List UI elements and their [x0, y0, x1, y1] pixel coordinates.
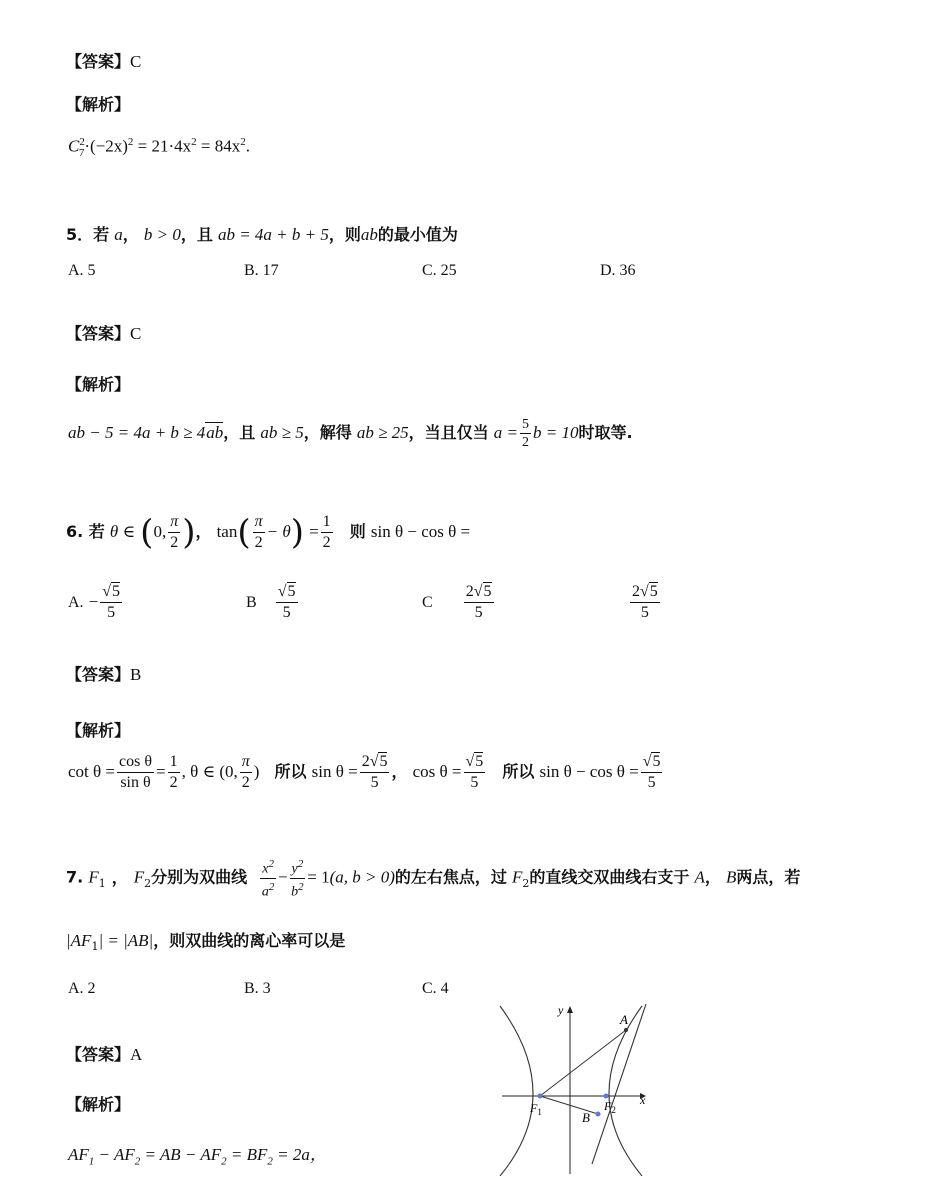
- q4-formula: $C^2_7\cdot(-2x)^2 = 21\cdot 4x^2 = 84x^2$.: [68, 136, 251, 160]
- hyperbola-figure: [494, 1000, 664, 1176]
- q6-option-b: B $\frac{√5}{5}$: [246, 583, 296, 621]
- fraction: $\frac{1}{2}$: [322, 513, 331, 551]
- focus-f2-point: [604, 1094, 609, 1099]
- fraction: $\frac{y^2}{b^2}$: [291, 858, 304, 900]
- q7-option-c: C. 4: [422, 980, 449, 997]
- fraction: $\frac{√5}{5}$: [102, 583, 121, 621]
- y-axis-arrow: [567, 1006, 573, 1013]
- focus-f1-point: [538, 1094, 543, 1099]
- q6-stem: 6. 若 θ ∈ (0, $\frac{\pi}{2}$ )， tan( $\frac{\pi}{2}$ − θ) = $\frac{1}{2}$ 则 sin θ − cos θ =: [66, 512, 471, 553]
- y-axis-label: y: [558, 1003, 564, 1017]
- q7-analysis-label: 【解析】: [66, 1095, 131, 1114]
- fraction: $\frac{√5}{5}$: [277, 583, 296, 621]
- q7-solution: $AF_1 - AF_2$ = AB − $AF_2 = BF_2 = 2a$，: [68, 1145, 327, 1168]
- answer-label: 【答案】: [66, 1045, 131, 1064]
- q4-answer-line: [66, 49, 141, 72]
- fraction: $\frac{\pi}{2}$: [170, 513, 179, 551]
- q7-stem-line1: 7. $F_1$ ， $F_2$分别为双曲线 $\frac{x^2}{a^2}$ − $\frac{y^2}{b^2}$ = 1(a, b > 0)的左右焦点，过 $F_2$的直线交双曲线右支于 A， B两点，若: [66, 858, 801, 900]
- fraction: $\frac{\text{cos θ}}{\text{sin θ}}$: [119, 753, 152, 791]
- q6-analysis-label: 【解析】: [66, 721, 131, 740]
- answer-value: B: [130, 665, 142, 684]
- q7-option-b: B. 3: [244, 980, 271, 997]
- fraction: $\frac{√5}{5}$: [465, 753, 484, 791]
- fraction: $\frac{2√5}{5}$: [465, 583, 492, 621]
- label-f1: $F_1$: [530, 1101, 542, 1117]
- hyperbola-left-branch: [500, 1006, 533, 1176]
- point-b: [596, 1112, 601, 1117]
- fraction: $\frac{x^2}{a^2}$: [261, 858, 275, 900]
- label-f2: $F_2$: [604, 1099, 616, 1115]
- q5-analysis-label: 【解析】: [66, 375, 131, 394]
- answer-value: C: [130, 52, 142, 71]
- q6-option-c: C $\frac{2√5}{5}$: [422, 583, 492, 621]
- q5-solution: ab − 5 = 4a + b ≥ 4ab，且 ab ≥ 5，解得 ab ≥ 25，当且仅当 a = $\frac{5}{2}$ b = 10时取等.: [68, 417, 633, 450]
- q7-stem-line2: $|AF_1| = |AB|$，则双曲线的离心率可以是: [66, 931, 346, 954]
- q7-option-a: A. 2: [68, 980, 96, 997]
- answer-value: C: [130, 324, 142, 343]
- fraction: $\frac{\pi}{2}$: [241, 753, 250, 791]
- q5-option-a: A. 5: [68, 262, 96, 279]
- q6-option-d: [628, 582, 662, 623]
- q5-option-b: B. 17: [244, 262, 279, 279]
- fraction: $\frac{2√5}{5}$: [632, 583, 658, 621]
- answer-label: 【答案】: [66, 52, 131, 71]
- fraction: $\frac{5}{2}$: [522, 417, 529, 450]
- point-a: [624, 1028, 628, 1032]
- q7-answer-line: [66, 1042, 142, 1065]
- q4-analysis-label: 【解析】: [66, 95, 131, 114]
- q6-option-a: A. − $\frac{√5}{5}$: [68, 583, 121, 621]
- fraction: $\frac{1}{2}$: [169, 753, 178, 791]
- label-b: B: [582, 1110, 590, 1125]
- q5-option-d: D. 36: [600, 262, 636, 279]
- answer-label: 【答案】: [66, 324, 131, 343]
- q6-solution: cot θ = $\frac{\text{cos θ}}{\text{sin θ}}$ = $\frac{1}{2}$ , θ ∈ (0, $\frac{\pi}{2}$ ) 所以 sin θ = $\frac{2√5}{5}$ ， cos θ = $\frac{√5}{5}$ 所以 sin θ − cos θ = $\frac{√5}{5}$: [68, 753, 661, 791]
- x-axis-label: x: [640, 1093, 646, 1107]
- fraction: $\frac{√5}{5}$: [642, 753, 661, 791]
- q6-answer-line: [66, 662, 141, 685]
- label-a: A: [620, 1012, 628, 1027]
- q5-option-c: C. 25: [422, 262, 457, 279]
- fraction: $\frac{\pi}{2}$: [254, 513, 263, 551]
- fraction: $\frac{2√5}{5}$: [361, 753, 388, 791]
- q5-answer-line: [66, 321, 141, 344]
- q5-stem: 5．若 a， b > 0，且 ab = 4a + b + 5，则ab的最小值为: [66, 225, 458, 244]
- answer-value: A: [130, 1045, 143, 1064]
- answer-label: 【答案】: [66, 665, 131, 684]
